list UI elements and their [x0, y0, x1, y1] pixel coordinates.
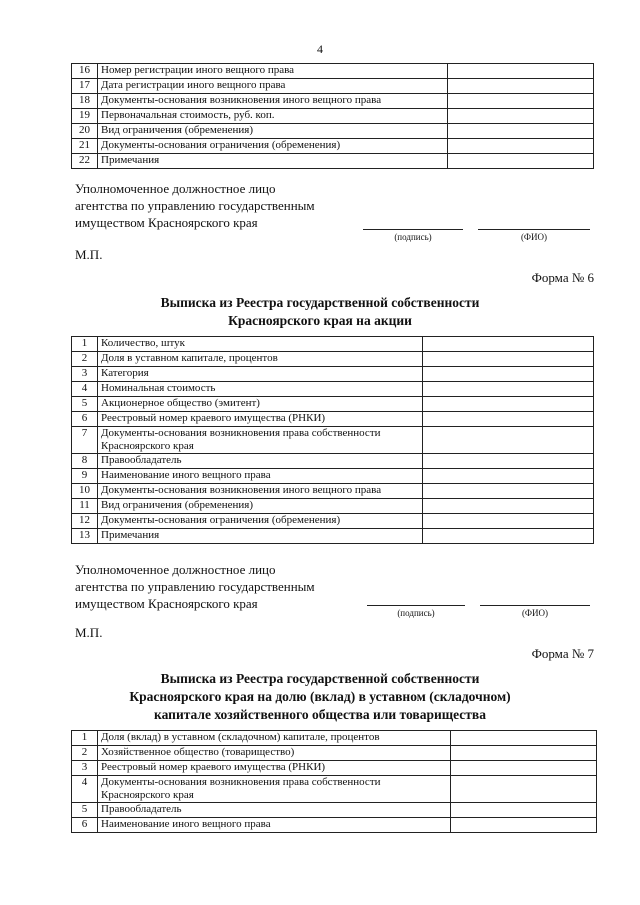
row-number: 4: [72, 776, 98, 803]
form-6-table-row: [72, 337, 594, 352]
signature-line: [363, 229, 463, 230]
authorized-official-line: имуществом Красноярского края: [75, 596, 258, 611]
authorized-official-form-6: [75, 561, 315, 612]
row-label: Наименование иного вещного права: [98, 818, 451, 833]
row-value-cell: [448, 154, 594, 169]
row-number: 3: [72, 761, 98, 776]
row-number: 2: [72, 352, 98, 367]
row-number: 5: [72, 803, 98, 818]
row-label: Документы-основания возникновения права собственности Красноярского края: [98, 427, 423, 454]
form-6-table-row: [72, 397, 594, 412]
row-number: 3: [72, 367, 98, 382]
authorized-official-line: Уполномоченное должностное лицо: [75, 181, 276, 196]
form-6-table-row: [72, 469, 594, 484]
continued-table-row: [72, 64, 594, 79]
continued-table-row: [72, 79, 594, 94]
row-number: 22: [72, 154, 98, 169]
form-6-table-row: [72, 514, 594, 529]
authorized-official-line: имуществом Красноярского края: [75, 215, 258, 230]
row-label: Вид ограничения (обременения): [98, 499, 423, 514]
form-7-table-row: [72, 803, 597, 818]
continued-table-row: [72, 139, 594, 154]
row-value-cell: [448, 109, 594, 124]
row-number: 8: [72, 454, 98, 469]
row-label: Категория: [98, 367, 423, 382]
row-number: 12: [72, 514, 98, 529]
row-value-cell: [423, 529, 594, 544]
form-7-label: Форма № 7: [531, 646, 594, 661]
row-label: Номинальная стоимость: [98, 382, 423, 397]
form-7-table: [71, 730, 597, 833]
row-value-cell: [423, 397, 594, 412]
row-number: 17: [72, 79, 98, 94]
continued-table-row: [72, 124, 594, 139]
row-value-cell: [423, 352, 594, 367]
form-7-title: [0, 670, 640, 724]
row-number: 21: [72, 139, 98, 154]
fio-line: [480, 605, 590, 606]
row-label: Документы-основания ограничения (обременения): [98, 514, 423, 529]
row-value-cell: [451, 818, 597, 833]
row-number: 1: [72, 337, 98, 352]
row-number: 6: [72, 412, 98, 427]
row-value-cell: [423, 484, 594, 499]
row-number: 16: [72, 64, 98, 79]
row-label: Наименование иного вещного права: [98, 469, 423, 484]
form-7-table-row: [72, 731, 597, 746]
signature-line: [367, 605, 465, 606]
form-6-table: [71, 336, 594, 544]
row-label: Вид ограничения (обременения): [98, 124, 448, 139]
row-value-cell: [423, 499, 594, 514]
form-6-title: [0, 294, 640, 330]
form-6-title-line: Выписка из Реестра государственной собственности: [160, 295, 480, 310]
authorized-official-line: агентства по управлению государственным: [75, 579, 315, 594]
row-label: Правообладатель: [98, 454, 423, 469]
stamp-placeholder: М.П.: [75, 247, 103, 262]
authorized-official-line: Уполномоченное должностное лицо: [75, 562, 276, 577]
form-7-table-row: [72, 776, 597, 803]
row-label: Правообладатель: [98, 803, 451, 818]
row-label: Примечания: [98, 529, 423, 544]
row-value-cell: [423, 337, 594, 352]
row-value-cell: [448, 139, 594, 154]
row-number: 19: [72, 109, 98, 124]
row-value-cell: [448, 79, 594, 94]
form-6-label: Форма № 6: [531, 270, 594, 285]
row-value-cell: [451, 746, 597, 761]
row-label: Дата регистрации иного вещного права: [98, 79, 448, 94]
row-value-cell: [451, 776, 597, 803]
row-value-cell: [423, 427, 594, 454]
row-number: 2: [72, 746, 98, 761]
form-7-title-line: Красноярского края на долю (вклад) в уставном (складочном): [129, 689, 511, 704]
stamp-placeholder: М.П.: [75, 625, 103, 640]
row-number: 4: [72, 382, 98, 397]
row-label: Документы-основания возникновения иного вещного права: [98, 484, 423, 499]
form-7-table-row: [72, 818, 597, 833]
row-label: Реестровый номер краевого имущества (РНКИ): [98, 412, 423, 427]
continued-table-row: [72, 154, 594, 169]
form-6-table-row: [72, 427, 594, 454]
continued-table-row: [72, 109, 594, 124]
authorized-official: [75, 180, 315, 231]
register-table-continued: [71, 63, 594, 169]
row-label: Доля в уставном капитале, процентов: [98, 352, 423, 367]
form-6-table-row: [72, 529, 594, 544]
row-label: Акционерное общество (эмитент): [98, 397, 423, 412]
signature-label: (подпись): [394, 232, 432, 242]
row-label: Реестровый номер краевого имущества (РНКИ): [98, 761, 451, 776]
row-number: 13: [72, 529, 98, 544]
form-7-title-line: Выписка из Реестра государственной собственности: [160, 671, 480, 686]
row-number: 9: [72, 469, 98, 484]
signature-label: (подпись): [397, 608, 435, 618]
form-6-table-row: [72, 454, 594, 469]
row-number: 6: [72, 818, 98, 833]
row-value-cell: [451, 761, 597, 776]
row-number: 20: [72, 124, 98, 139]
row-label: Номер регистрации иного вещного права: [98, 64, 448, 79]
row-number: 11: [72, 499, 98, 514]
authorized-official-line: агентства по управлению государственным: [75, 198, 315, 213]
row-value-cell: [448, 64, 594, 79]
row-label: Хозяйственное общество (товарищество): [98, 746, 451, 761]
form-6-title-line: Красноярского края на акции: [228, 313, 412, 328]
form-7-title-line: капитале хозяйственного общества или товарищества: [154, 707, 486, 722]
row-value-cell: [423, 469, 594, 484]
row-value-cell: [423, 382, 594, 397]
form-6-table-row: [72, 484, 594, 499]
row-value-cell: [448, 94, 594, 109]
form-7-table-row: [72, 761, 597, 776]
form-6-table-row: [72, 382, 594, 397]
fio-line: [478, 229, 590, 230]
row-label: Документы-основания ограничения (обременения): [98, 139, 448, 154]
row-value-cell: [423, 454, 594, 469]
form-6-table-row: [72, 367, 594, 382]
row-value-cell: [451, 803, 597, 818]
row-value-cell: [451, 731, 597, 746]
row-label: Документы-основания возникновения иного вещного права: [98, 94, 448, 109]
continued-table-row: [72, 94, 594, 109]
row-value-cell: [448, 124, 594, 139]
row-number: 18: [72, 94, 98, 109]
row-value-cell: [423, 412, 594, 427]
page-number: 4: [317, 42, 323, 56]
form-7-table-row: [72, 746, 597, 761]
row-label: Примечания: [98, 154, 448, 169]
form-6-table-row: [72, 352, 594, 367]
row-label: Количество, штук: [98, 337, 423, 352]
row-label: Первоначальная стоимость, руб. коп.: [98, 109, 448, 124]
row-number: 5: [72, 397, 98, 412]
row-label: Документы-основания возникновения права собственности Красноярского края: [98, 776, 451, 803]
fio-label: (ФИО): [521, 608, 549, 618]
row-label: Доля (вклад) в уставном (складочном) капитале, процентов: [98, 731, 451, 746]
row-value-cell: [423, 367, 594, 382]
form-6-table-row: [72, 412, 594, 427]
row-number: 7: [72, 427, 98, 454]
row-number: 10: [72, 484, 98, 499]
row-number: 1: [72, 731, 98, 746]
form-6-table-row: [72, 499, 594, 514]
fio-label: (ФИО): [520, 232, 548, 242]
row-value-cell: [423, 514, 594, 529]
